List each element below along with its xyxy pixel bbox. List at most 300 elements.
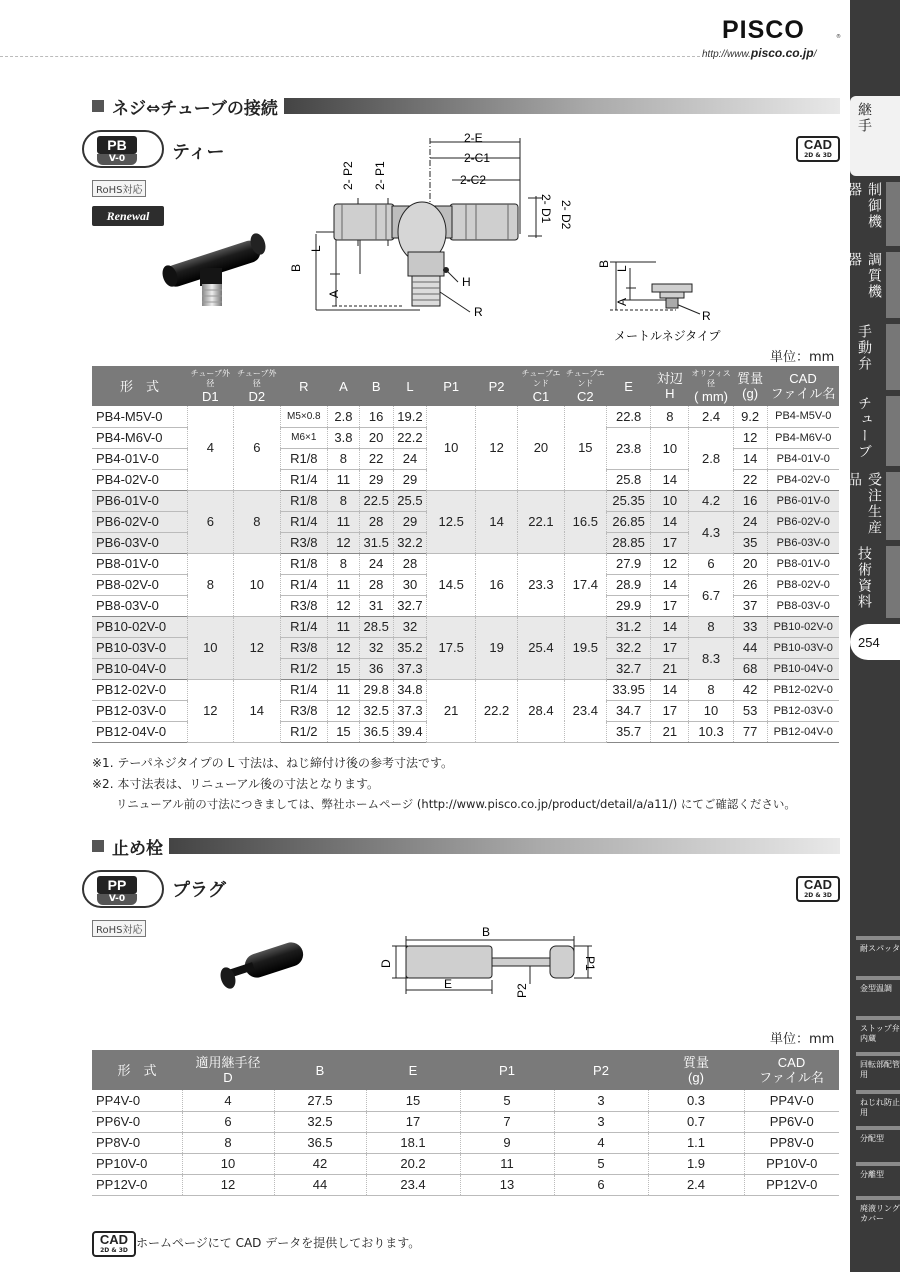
cell-e: 22.8 [606, 406, 650, 427]
product-badge-pp [82, 870, 164, 908]
table-row [92, 1153, 839, 1174]
cell-p2: 19 [475, 616, 517, 679]
table-row [92, 1090, 839, 1111]
table-row [92, 679, 839, 700]
cell-d: 10 [182, 1153, 274, 1174]
cell-model: PB10-02V-0 [92, 616, 187, 637]
cell-mass: 44 [733, 637, 767, 658]
cell-r: R1/2 [280, 721, 328, 742]
plug-dimension-diagram [378, 924, 598, 1000]
cell-l: 19.2 [393, 406, 427, 427]
cell-orifice: 10.3 [689, 721, 733, 742]
cell-h: 21 [651, 658, 689, 679]
metric-label-b: B [597, 259, 611, 268]
cell-orifice: 4.3 [689, 511, 733, 553]
label-2c2: 2-C2 [460, 173, 487, 187]
col-mass: 質量 (g) [648, 1050, 744, 1090]
badge-code: PP [97, 876, 137, 894]
cell-r: R3/8 [280, 595, 328, 616]
cell-d1: 4 [187, 406, 233, 490]
cell-mass: 16 [733, 490, 767, 511]
table-row [92, 1174, 839, 1195]
cell-orifice: 8 [689, 679, 733, 700]
cell-mass: 53 [733, 700, 767, 721]
col-h: 対辺 H [651, 366, 689, 406]
sidebar-subtab[interactable]: 回転部配管用 [856, 1052, 900, 1080]
tee-fitting-photo [160, 224, 270, 314]
col-p2: P2 [475, 366, 517, 406]
cell-b: 36 [359, 658, 393, 679]
cell-l: 32.7 [393, 595, 427, 616]
col-a: A [328, 366, 360, 406]
cell-l: 34.8 [393, 679, 427, 700]
cell-model: PB8-03V-0 [92, 595, 187, 616]
cell-b: 24 [359, 553, 393, 574]
section-title: 止め栓 [112, 838, 163, 859]
cell-p1: 11 [460, 1153, 554, 1174]
cell-model: PB10-03V-0 [92, 637, 187, 658]
cell-b: 36.5 [359, 721, 393, 742]
plug-label-d: D [379, 959, 393, 968]
cell-mass: 35 [733, 532, 767, 553]
cell-model: PB6-01V-0 [92, 490, 187, 511]
cell-mass: 2.4 [648, 1174, 744, 1195]
sidebar-subtab[interactable]: 金型温調 [856, 976, 900, 994]
rohs-label: RoHS対応 [92, 920, 146, 937]
cell-model: PB4-M6V-0 [92, 427, 187, 448]
cell-r: R3/8 [280, 700, 328, 721]
cell-b: 32 [359, 637, 393, 658]
cell-r: R3/8 [280, 532, 328, 553]
metric-label-a: A [615, 297, 629, 306]
product-title-plug: プラグ [172, 880, 226, 901]
cell-h: 17 [651, 595, 689, 616]
metric-thread-diagram [596, 240, 746, 350]
cell-cad: PP4V-0 [744, 1090, 839, 1111]
cell-e: 17 [366, 1111, 460, 1132]
cell-l: 32.2 [393, 532, 427, 553]
cell-model: PB10-04V-0 [92, 658, 187, 679]
cell-r: R1/4 [280, 574, 328, 595]
sidebar-tab-technical[interactable]: 技術資料 [850, 540, 900, 612]
rohs-label: RoHS対応 [92, 180, 146, 197]
cell-b: 29.8 [359, 679, 393, 700]
cell-d2: 10 [234, 553, 280, 616]
sidebar [846, 0, 900, 1272]
cell-b: 22 [359, 448, 393, 469]
cell-orifice: 4.2 [689, 490, 733, 511]
product-badge-pb [82, 130, 164, 168]
label-2p1: 2- P1 [373, 161, 387, 190]
cell-h: 17 [651, 700, 689, 721]
cell-cad: PP12V-0 [744, 1174, 839, 1195]
cell-h: 14 [651, 511, 689, 532]
cell-model: PB4-M5V-0 [92, 406, 187, 427]
cell-e: 18.1 [366, 1132, 460, 1153]
cell-e: 28.9 [606, 574, 650, 595]
cell-model: PP12V-0 [92, 1174, 182, 1195]
cell-cad: PP8V-0 [744, 1132, 839, 1153]
cell-e: 26.85 [606, 511, 650, 532]
cell-mass: 0.3 [648, 1090, 744, 1111]
cell-p2: 14 [475, 490, 517, 553]
cell-d: 8 [182, 1132, 274, 1153]
cell-a: 11 [328, 616, 360, 637]
cell-a: 11 [328, 679, 360, 700]
col-d2: チューブ外径 D2 [234, 366, 280, 406]
col-model: 形 式 [92, 366, 187, 406]
cell-b: 29 [359, 469, 393, 490]
table-row [92, 490, 839, 511]
cell-model: PB8-02V-0 [92, 574, 187, 595]
brand-mark: ® [836, 34, 841, 40]
cell-cad: PB4-M6V-0 [767, 427, 839, 448]
tee-dimension-diagram [280, 124, 610, 324]
cell-l: 29 [393, 511, 427, 532]
label-h: H [462, 275, 471, 289]
cell-mass: 12 [733, 427, 767, 448]
cell-cad: PB8-02V-0 [767, 574, 839, 595]
cell-a: 15 [328, 658, 360, 679]
cell-a: 12 [328, 700, 360, 721]
cell-b: 22.5 [359, 490, 393, 511]
cell-e: 31.2 [606, 616, 650, 637]
cell-l: 28 [393, 553, 427, 574]
cell-r: M6×1 [280, 427, 328, 448]
cell-a: 8 [328, 553, 360, 574]
footer-text: ホームページにて CAD データを提供しております。 [136, 1236, 421, 1250]
col-e: E [606, 366, 650, 406]
metric-caption: メートルネジタイプ [614, 329, 721, 343]
heading-bar [169, 838, 840, 854]
table-row [92, 616, 839, 637]
cell-mass: 24 [733, 511, 767, 532]
cell-model: PP6V-0 [92, 1111, 182, 1132]
cell-cad: PB8-01V-0 [767, 553, 839, 574]
cell-b: 28.5 [359, 616, 393, 637]
cell-b: 36.5 [274, 1132, 366, 1153]
cell-p2: 22.2 [475, 679, 517, 742]
cell-d: 6 [182, 1111, 274, 1132]
cell-model: PB12-02V-0 [92, 679, 187, 700]
unit-label: 単位：mm [770, 350, 835, 365]
sidebar-subtab[interactable]: 分離型 [856, 1162, 900, 1180]
cell-a: 8 [328, 448, 360, 469]
cell-r: R1/4 [280, 679, 328, 700]
col-b: B [359, 366, 393, 406]
col-r: R [280, 366, 328, 406]
cell-a: 15 [328, 721, 360, 742]
sidebar-subtab[interactable]: 耐スパッタ [856, 936, 900, 954]
cell-e: 25.35 [606, 490, 650, 511]
cell-p1: 10 [427, 406, 476, 490]
cell-b: 44 [274, 1174, 366, 1195]
cell-p2: 5 [554, 1153, 648, 1174]
sidebar-subtab[interactable]: 分配型 [856, 1126, 900, 1144]
cell-c1: 20 [518, 406, 564, 490]
cell-p1: 9 [460, 1132, 554, 1153]
cell-cad: PB6-01V-0 [767, 490, 839, 511]
header-divider [0, 56, 700, 57]
cell-b: 27.5 [274, 1090, 366, 1111]
label-l: L [309, 245, 323, 252]
cell-l: 25.5 [393, 490, 427, 511]
cell-b: 28 [359, 511, 393, 532]
cell-e: 29.9 [606, 595, 650, 616]
col-l: L [393, 366, 427, 406]
cell-h: 10 [651, 427, 689, 469]
col-p1: P1 [460, 1050, 554, 1090]
cell-orifice: 6 [689, 553, 733, 574]
cell-model: PB8-01V-0 [92, 553, 187, 574]
sidebar-subtab[interactable]: ストップ弁内蔵 [856, 1016, 900, 1044]
brand-logo: PISCO [722, 16, 805, 44]
cad-badge[interactable]: CAD 2D & 3D [796, 136, 840, 162]
cell-model: PB6-03V-0 [92, 532, 187, 553]
cell-e: 25.8 [606, 469, 650, 490]
label-2d1: 2- D1 [539, 194, 553, 224]
sidebar-tab-conditioning[interactable]: 調質機器 [850, 246, 900, 314]
cell-mass: 0.7 [648, 1111, 744, 1132]
cell-cad: PB8-03V-0 [767, 595, 839, 616]
cell-a: 11 [328, 469, 360, 490]
label-b: B [289, 263, 303, 272]
cell-mass: 9.2 [733, 406, 767, 427]
cell-mass: 1.1 [648, 1132, 744, 1153]
cell-h: 17 [651, 637, 689, 658]
cell-mass: 42 [733, 679, 767, 700]
sidebar-tab-custom[interactable]: 受注生産品 [850, 466, 900, 536]
cell-mass: 14 [733, 448, 767, 469]
cell-c1: 28.4 [518, 679, 564, 742]
cell-p1: 14.5 [427, 553, 476, 616]
cell-mass: 33 [733, 616, 767, 637]
label-r: R [474, 305, 483, 319]
cell-b: 20 [359, 427, 393, 448]
cell-h: 14 [651, 574, 689, 595]
cell-c2: 15 [564, 406, 606, 490]
col-c2: チューブエンド C2 [564, 366, 606, 406]
cell-r: R1/2 [280, 658, 328, 679]
note-2: ※2. 本寸法表は、リニューアル後の寸法となります。 [92, 777, 380, 791]
cell-model: PP4V-0 [92, 1090, 182, 1111]
cell-model: PP8V-0 [92, 1132, 182, 1153]
cell-model: PB12-03V-0 [92, 700, 187, 721]
cell-p1: 13 [460, 1174, 554, 1195]
cell-p2: 12 [475, 406, 517, 490]
metric-label-l: L [615, 265, 629, 272]
cell-l: 32 [393, 616, 427, 637]
cell-a: 11 [328, 511, 360, 532]
cell-mass: 37 [733, 595, 767, 616]
cell-d1: 12 [187, 679, 233, 742]
label-2d2: 2- D2 [559, 200, 573, 230]
cell-l: 24 [393, 448, 427, 469]
col-b: B [274, 1050, 366, 1090]
cell-r: R3/8 [280, 637, 328, 658]
cell-b: 32.5 [274, 1111, 366, 1132]
cell-d2: 6 [234, 406, 280, 490]
cell-orifice: 10 [689, 700, 733, 721]
col-d: 適用継手径 D [182, 1050, 274, 1090]
cell-e: 32.2 [606, 637, 650, 658]
cell-e: 23.8 [606, 427, 650, 469]
plug-label-p2: P2 [515, 983, 529, 998]
cell-cad: PB12-04V-0 [767, 721, 839, 742]
cell-l: 22.2 [393, 427, 427, 448]
cell-model: PB6-02V-0 [92, 511, 187, 532]
cell-cad: PB10-02V-0 [767, 616, 839, 637]
cell-orifice: 2.8 [689, 427, 733, 490]
sidebar-tab-manual-valve[interactable]: 手動弁 [850, 318, 900, 386]
cell-d1: 8 [187, 553, 233, 616]
sidebar-tab-control[interactable]: 制御機器 [850, 176, 900, 242]
cell-mass: 26 [733, 574, 767, 595]
cell-h: 14 [651, 616, 689, 637]
plug-label-b: B [482, 925, 491, 939]
cell-cad: PB10-04V-0 [767, 658, 839, 679]
col-d1: チューブ外径 D1 [187, 366, 233, 406]
cell-e: 33.95 [606, 679, 650, 700]
cell-e: 23.4 [366, 1174, 460, 1195]
cell-mass: 1.9 [648, 1153, 744, 1174]
tee-spec-table [92, 366, 839, 743]
page-number: 254 [850, 624, 900, 660]
cell-l: 37.3 [393, 700, 427, 721]
col-mass: 質量 (g) [733, 366, 767, 406]
cell-c1: 22.1 [518, 490, 564, 553]
cell-l: 35.2 [393, 637, 427, 658]
plug-photo [214, 938, 310, 998]
note-3: リニューアル前の寸法につきましては、弊社ホームページ (http://www.pisco.co.jp/product/detail/a/a11/) にてご確認ください。 [116, 797, 796, 811]
cell-r: R1/4 [280, 616, 328, 637]
col-model: 形 式 [92, 1050, 182, 1090]
cell-p1: 21 [427, 679, 476, 742]
cell-e: 34.7 [606, 700, 650, 721]
cell-cad: PB12-02V-0 [767, 679, 839, 700]
badge-code: PB [97, 136, 137, 154]
cell-d1: 10 [187, 616, 233, 679]
cell-b: 31.5 [359, 532, 393, 553]
cell-r: R1/8 [280, 553, 328, 574]
cell-p2: 4 [554, 1132, 648, 1153]
cell-h: 12 [651, 553, 689, 574]
cell-c2: 16.5 [564, 490, 606, 553]
cell-e: 27.9 [606, 553, 650, 574]
plug-label-p1: P1 [583, 956, 597, 971]
sidebar-subtab[interactable]: ねじれ防止用 [856, 1090, 900, 1118]
cell-h: 10 [651, 490, 689, 511]
cell-model: PB4-01V-0 [92, 448, 187, 469]
cell-h: 14 [651, 679, 689, 700]
col-c1: チューブエンド C1 [518, 366, 564, 406]
section-title: ネジ⇔チューブの接続 [112, 98, 278, 119]
cell-c2: 19.5 [564, 616, 606, 679]
cell-p1: 12.5 [427, 490, 476, 553]
heading-square-icon [92, 100, 104, 112]
sidebar-subtab[interactable]: 廃液リングカバー [856, 1196, 900, 1224]
col-e: E [366, 1050, 460, 1090]
plug-spec-table [92, 1050, 839, 1196]
cell-r: R1/4 [280, 511, 328, 532]
cell-orifice: 2.4 [689, 406, 733, 427]
cell-e: 35.7 [606, 721, 650, 742]
cell-orifice: 8 [689, 616, 733, 637]
cell-cad: PB4-01V-0 [767, 448, 839, 469]
cell-orifice: 8.3 [689, 637, 733, 679]
label-a: A [327, 289, 341, 298]
table-row [92, 553, 839, 574]
cell-cad: PB12-03V-0 [767, 700, 839, 721]
cell-a: 3.8 [328, 427, 360, 448]
cell-mass: 22 [733, 469, 767, 490]
cell-r: M5×0.8 [280, 406, 328, 427]
cell-mass: 77 [733, 721, 767, 742]
cell-c1: 25.4 [518, 616, 564, 679]
col-orifice: オリフィス径 ( mm) [689, 366, 733, 406]
col-p1: P1 [427, 366, 476, 406]
cell-p1: 5 [460, 1090, 554, 1111]
section-heading-plug [92, 836, 840, 859]
cell-r: R1/4 [280, 469, 328, 490]
cell-model: PP10V-0 [92, 1153, 182, 1174]
cell-p2: 6 [554, 1174, 648, 1195]
label-2c1: 2-C1 [464, 151, 491, 165]
cell-l: 29 [393, 469, 427, 490]
label-2e: 2-E [464, 131, 483, 145]
cell-a: 11 [328, 574, 360, 595]
cell-p2: 3 [554, 1111, 648, 1132]
table-row [92, 1111, 839, 1132]
footer-cad-badge[interactable]: CAD 2D & 3D [92, 1231, 136, 1257]
cell-b: 31 [359, 595, 393, 616]
cell-cad: PB4-M5V-0 [767, 406, 839, 427]
plug-label-e: E [444, 977, 453, 991]
cell-p1: 7 [460, 1111, 554, 1132]
cell-b: 28 [359, 574, 393, 595]
cell-a: 12 [328, 595, 360, 616]
cell-d: 12 [182, 1174, 274, 1195]
cad-badge[interactable]: CAD 2D & 3D [796, 876, 840, 902]
cell-e: 32.7 [606, 658, 650, 679]
renewal-badge: Renewal [92, 206, 164, 226]
label-2p2: 2- P2 [341, 161, 355, 190]
col-cad: CAD ファイル名 [744, 1050, 839, 1090]
heading-square-icon [92, 840, 104, 852]
sidebar-tab-fittings[interactable]: 継手 [850, 96, 900, 176]
cell-h: 21 [651, 721, 689, 742]
cell-d: 4 [182, 1090, 274, 1111]
cell-p2: 16 [475, 553, 517, 616]
cell-p1: 17.5 [427, 616, 476, 679]
cell-a: 12 [328, 637, 360, 658]
cell-d2: 14 [234, 679, 280, 742]
metric-label-r: R [702, 309, 711, 323]
cell-d2: 8 [234, 490, 280, 553]
cell-cad: PB10-03V-0 [767, 637, 839, 658]
cell-e: 20.2 [366, 1153, 460, 1174]
section-heading-thread-tube [92, 96, 840, 119]
website-url[interactable]: http://www.pisco.co.jp/ [702, 46, 817, 60]
cell-b: 16 [359, 406, 393, 427]
sidebar-tab-tube[interactable]: チューブ [850, 390, 900, 462]
cell-model: PB4-02V-0 [92, 469, 187, 490]
cell-mass: 20 [733, 553, 767, 574]
cell-cad: PP10V-0 [744, 1153, 839, 1174]
cell-model: PB12-04V-0 [92, 721, 187, 742]
product-title-tee: ティー [172, 142, 225, 163]
cell-b: 32.5 [359, 700, 393, 721]
